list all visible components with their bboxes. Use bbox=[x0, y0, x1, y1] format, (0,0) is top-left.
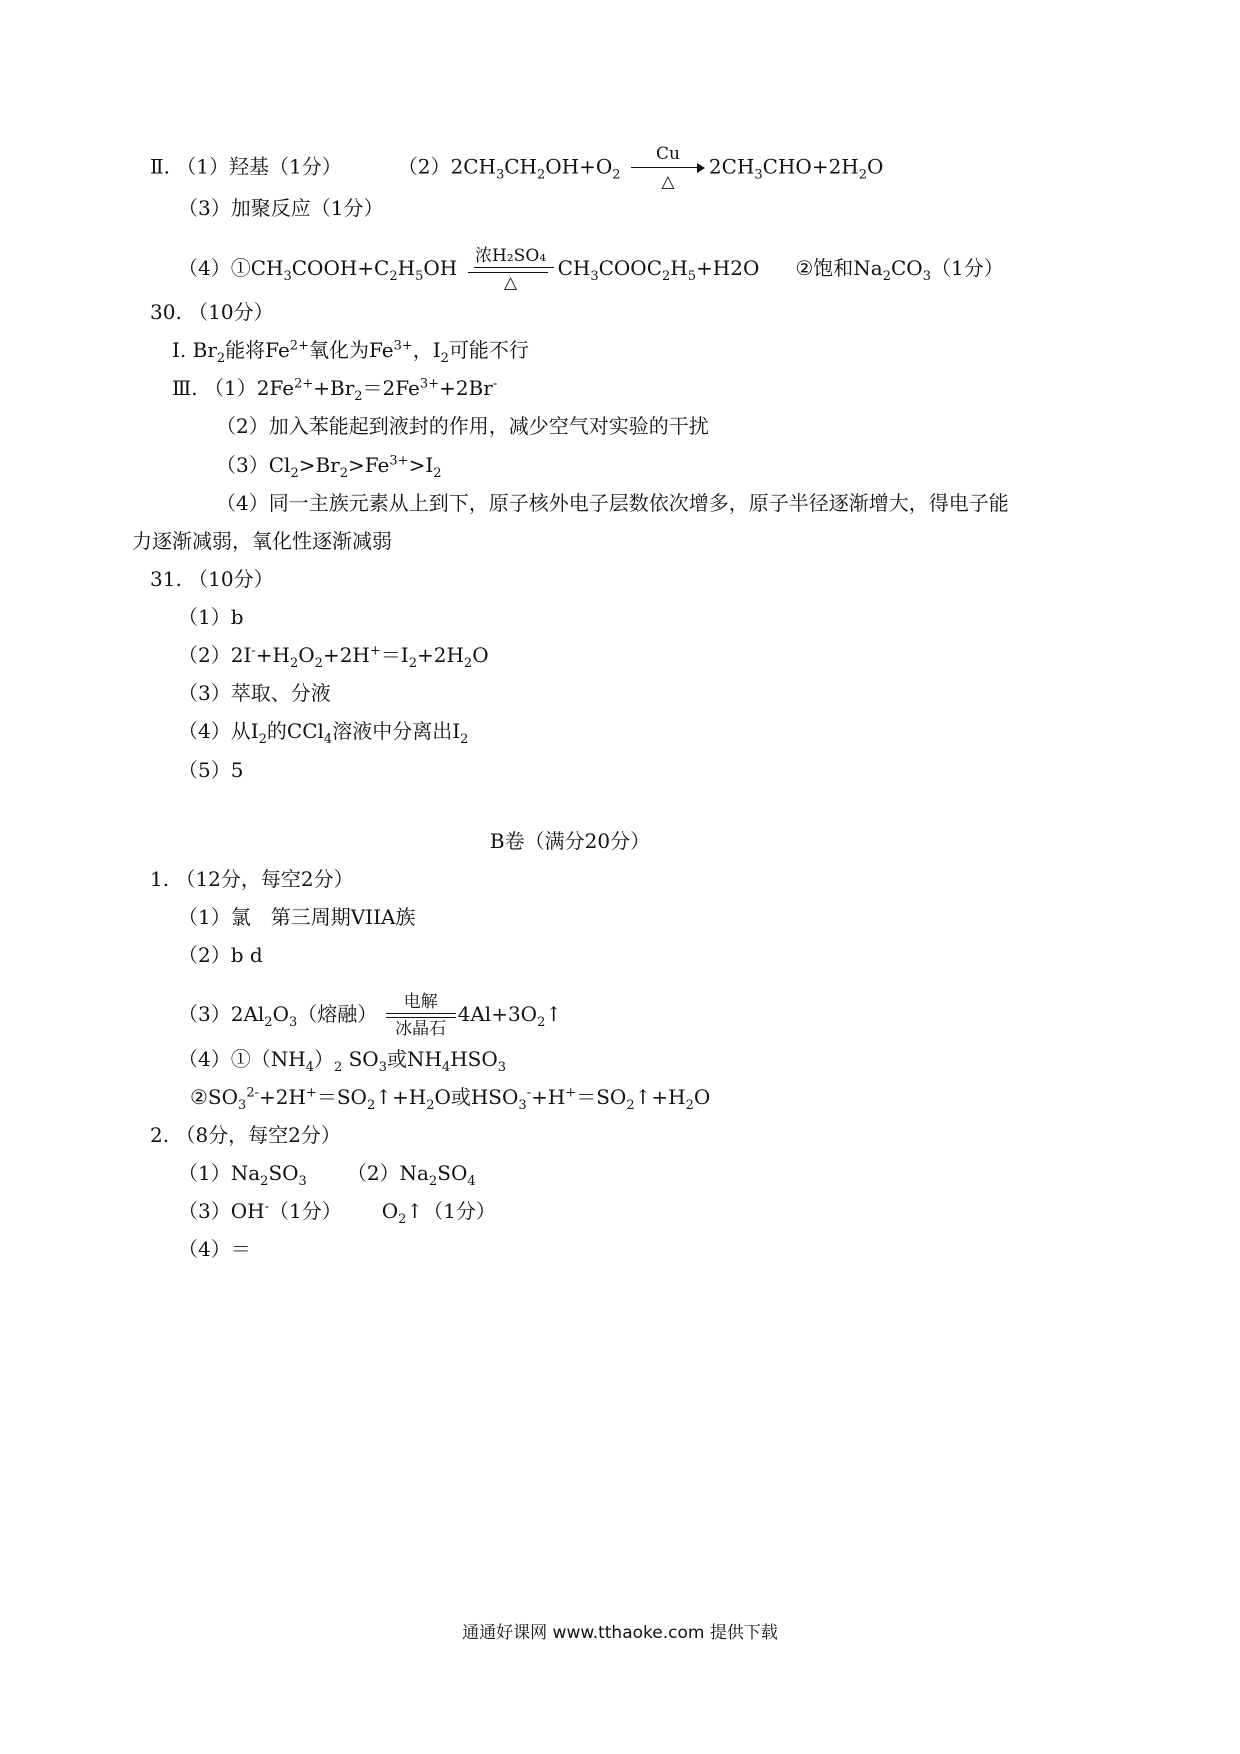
answer-31-1: （1）b bbox=[178, 605, 244, 629]
answer-31-3: （3）萃取、分液 bbox=[178, 681, 331, 705]
answer-30-iii-3: $(3)Cl_2>Br_2>Fe^{3+}>I_2$ bbox=[216, 453, 442, 481]
answer-31-5: （5）5 bbox=[178, 758, 244, 782]
answer-b2-1-2: $(1)Na_2SO_3$ $(2)Na_2SO_4$ bbox=[178, 1161, 476, 1189]
question-30-header: 30. （10分） bbox=[150, 300, 274, 324]
answer-line-ii-1-2: Ⅱ. （1）羟基（1分） $(2)2CH_3CH_2OH+O_2$ Cu △ $2CH_3CHO+2H_2O$ bbox=[150, 144, 884, 192]
answer-30-iii-4a: （4）同一主族元素从上到下，原子核外电子层数依次增多，原子半径逐渐增大，得电子能 bbox=[216, 491, 1009, 515]
answer-b2-4: （4）＝ bbox=[178, 1237, 251, 1261]
answer-b1-2: （2）b d bbox=[178, 943, 263, 967]
answer-30-iii-2: （2）加入苯能起到液封的作用，减少空气对实验的干扰 bbox=[216, 414, 709, 438]
answer-31-4: （4）从$I_2$的CCl$_4$溶液中分离出$I_2$ bbox=[178, 719, 469, 747]
question-b1-header: 1. （12分，每空2分） bbox=[150, 867, 354, 891]
answer-30-iii-4b: 力逐渐减弱，氧化性逐渐减弱 bbox=[132, 529, 392, 553]
answer-b2-3: （3）OH-（1分） $O_2↑(1$分） bbox=[178, 1199, 496, 1227]
answer-30-iii-1: Ⅲ. $(1)2Fe^{2+}+Br_2=2Fe^{3+}+2Br^-$ bbox=[172, 376, 498, 404]
answer-b1-1: （1）氯 第三周期VIIA族 bbox=[178, 905, 416, 929]
question-b2-header: 2. （8分，每空2分） bbox=[150, 1123, 341, 1147]
section-b-title: B卷（满分20分） bbox=[489, 829, 651, 853]
reversible-arrow-h2so4: 浓H₂SO₄ △ bbox=[468, 246, 554, 293]
reaction-condition-electrolysis: 电解 冰晶石 bbox=[386, 992, 456, 1039]
answer-30-i: I. $Br_2$能将$Fe^{2+}$氧化为$Fe^{3+}$，$I_2$可能不行 bbox=[172, 338, 529, 366]
answer-line-ii-4: $(4)①CH_3COOH+C_2H_5OH$ 浓H₂SO₄ △ $CH_3COOC_2H_5+H2O$ ②饱和$Na_2CO_3(1$分） bbox=[178, 246, 1004, 293]
answer-31-2: $(2)2I^-+H_2O_2+2H^+=I_2+2H_2O$ bbox=[178, 643, 489, 671]
answer-b1-4-2: $②SO_3^{2-}+2H^+=SO_2↑+H_2O$或$HSO_3^-+H^+=SO_2↑+H_2O$ bbox=[190, 1085, 711, 1113]
answer-line-ii-3: （3）加聚反应（1分） bbox=[178, 196, 384, 220]
question-31-header: 31. （10分） bbox=[150, 567, 274, 591]
answer-b1-4-1: $(4)①(NH_4)_2$ $SO_3$或$NH_4HSO_3$ bbox=[178, 1047, 507, 1075]
reaction-arrow-cu: Cu △ bbox=[631, 144, 705, 192]
page-footer: 通通好课网 www.tthaoke.com 提供下载 bbox=[462, 1623, 778, 1643]
answer-b1-3: $(3)2Al_2O_3$（熔融） 电解 冰晶石 $4Al+3O_2↑$ bbox=[178, 992, 563, 1039]
